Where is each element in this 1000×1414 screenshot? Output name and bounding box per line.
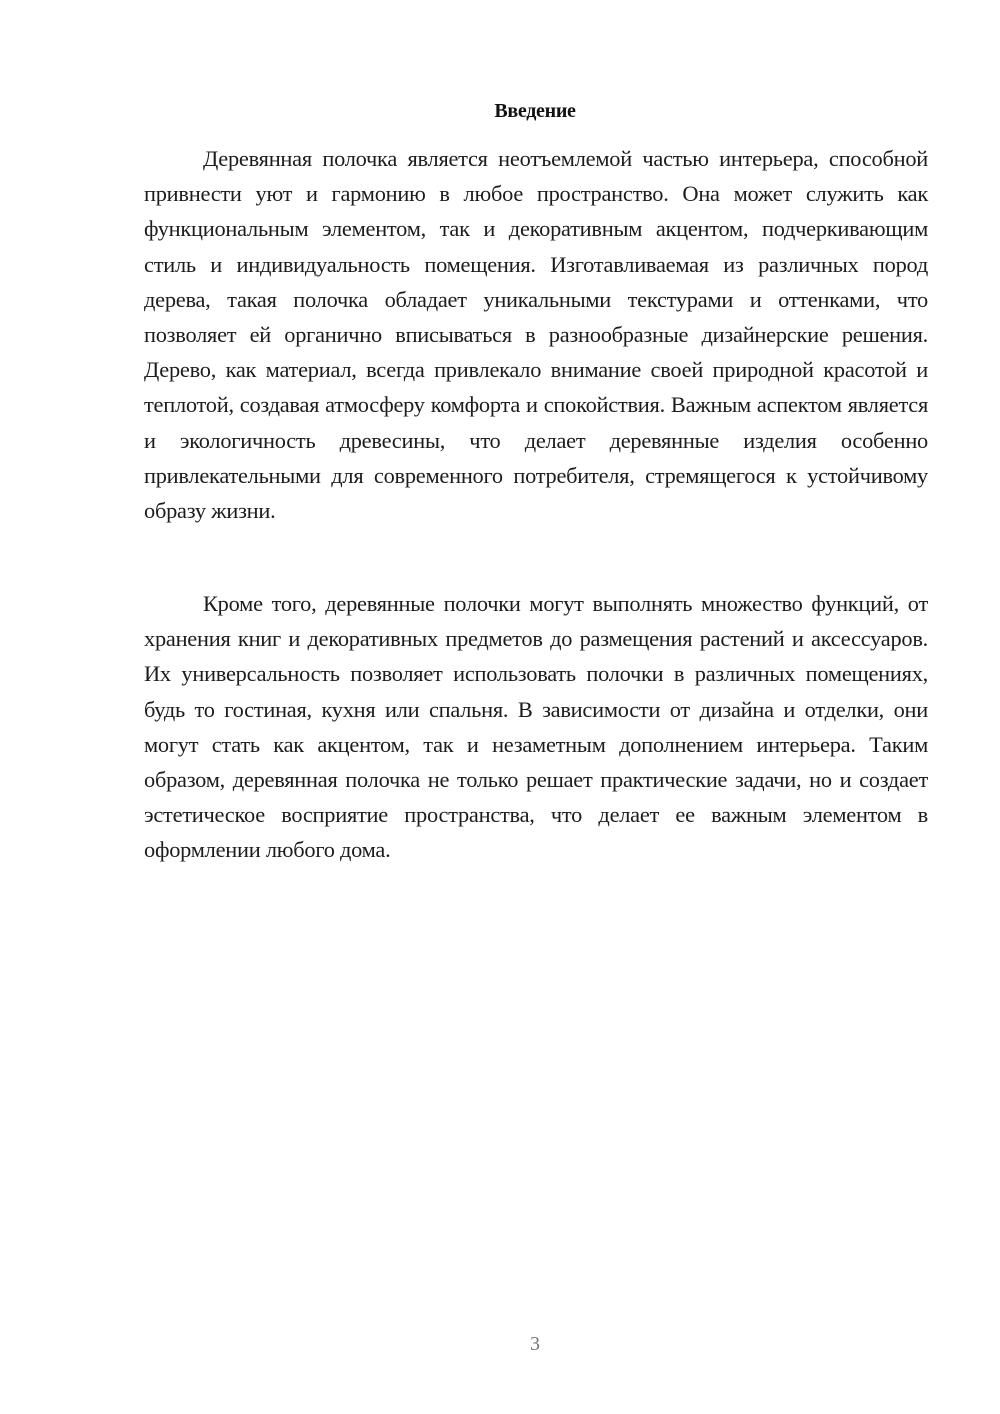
section-heading: Введение [494, 100, 576, 122]
page-number: 3 [530, 1333, 540, 1355]
paragraph-2: Кроме того, деревянные полочки могут выполнять множество функций, от хранения книг и декоративных предметов до размещения растений и аксессуаров. Их универсальность позволяет использовать полочки в различных помещениях, будь то гостиная, кухня или спальня. В зависимости от дизайна и отделки, они могут стать как акцентом, так и незаметным дополнением интерьера. Таким образом, деревянная полочка не только решает практические задачи, но и создает эстетическое восприятие пространства, что делает ее важным элементом в оформлении любого дома. [144, 591, 928, 863]
paragraph-1: Деревянная полочка является неотъемлемой частью интерьера, способной привнести уют и гармонию в любое пространство. Она может служить как функциональным элементом, так и декоративным акцентом, подчеркивающим стиль и индивидуальность помещения. Изготавливаемая из различных пород дерева, такая полочка обладает уникальными текстурами и оттенками, что позволяет ей органично вписываться в разнообразные дизайнерские решения. Дерево, как материал, всегда привлекало внимание своей природной красотой и теплотой, создавая атмосферу комфорта и спокойствия. Важным аспектом является и экологичность древесины, что делает деревянные изделия особенно привлекательными для современного потребителя, стремящегося к устойчивому образу жизни. [144, 146, 928, 524]
